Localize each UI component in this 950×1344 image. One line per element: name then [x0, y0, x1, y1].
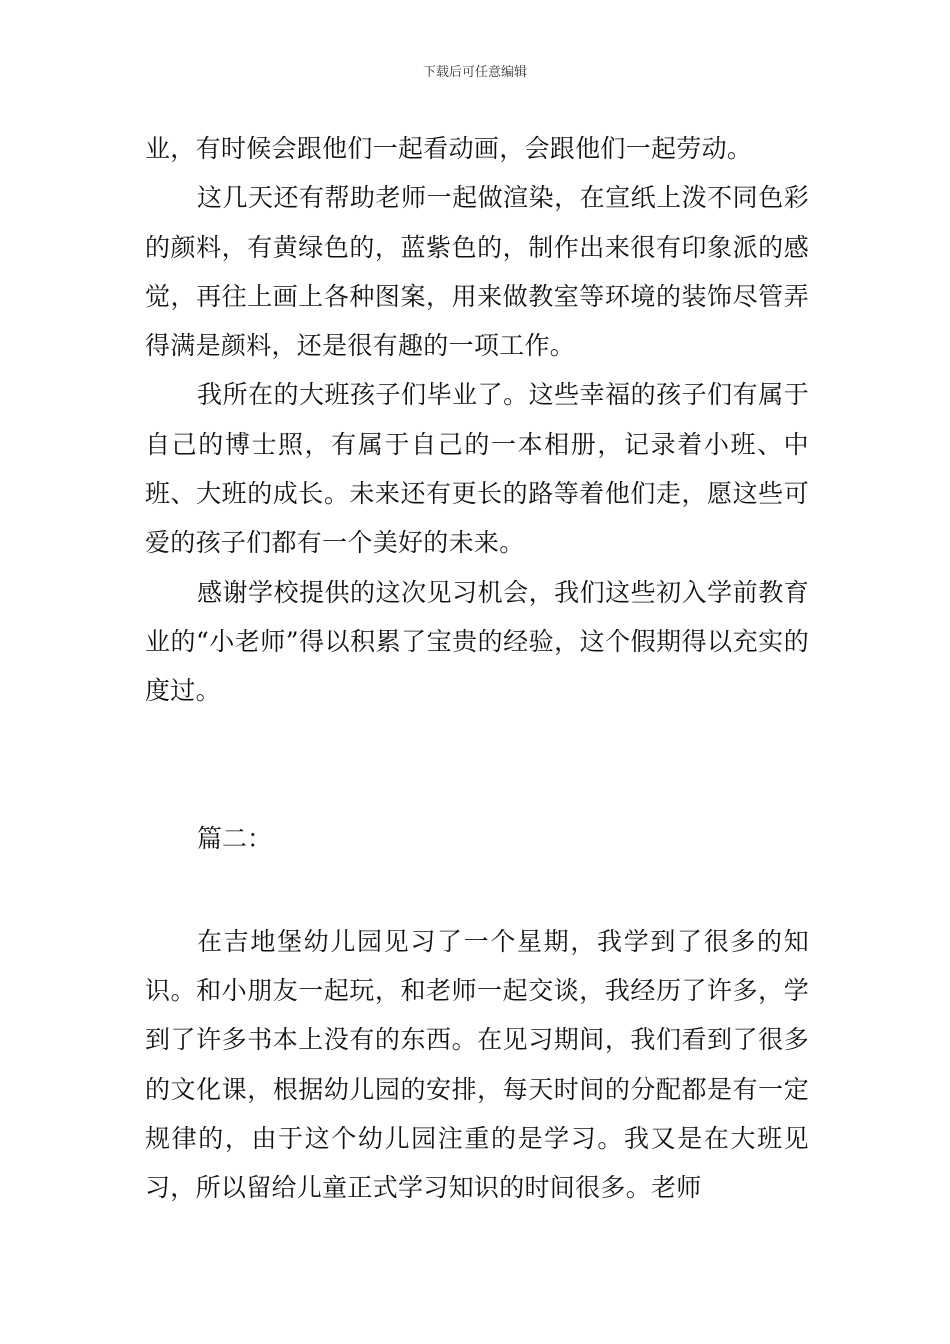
- paragraph-internship: 在吉地堡幼儿园见习了一个星期，我学到了很多的知识。和小朋友一起玩，和老师一起交谈，我经历了许多，学到了许多书本上没有的东西。在见习期间，我们看到了很多的文化课，根据幼儿园的安排，每天时间的分配都是有一定规律的，由于这个幼儿园注重的是学习。我又是在大班见习，所以留给儿童正式学习知识的时间很多。老师: [145, 926, 809, 1203]
- document-body: [145, 124, 809, 1213]
- section-heading: 篇二：: [197, 823, 273, 853]
- paragraph-thanks: 感谢学校提供的这次见习机会，我们这些初入学前教育业的“小老师”得以积累了宝贵的经验，这个假期得以充实的度过。: [145, 577, 809, 706]
- page-header: 下载后可任意编辑: [422, 65, 527, 80]
- paragraph-dyeing: 这几天还有帮助老师一起做渲染，在宣纸上泼不同色彩的颜料，有黄绿色的，蓝紫色的，制作出来很有印象派的感觉，再往上画上各种图案，用来做教室等环境的装饰尽管弄得满是颜料，还是很有趣的一项工作。: [145, 183, 809, 361]
- paragraph-graduation: 我所在的大班孩子们毕业了。这些幸福的孩子们有属于自己的博士照，有属于自己的一本相册，记录着小班、中班、大班的成长。未来还有更长的路等着他们走，愿这些可爱的孩子们都有一个美好的未来。: [145, 380, 809, 558]
- paragraph-continued: 业，有时候会跟他们一起看动画，会跟他们一起劳动。: [145, 134, 753, 163]
- spacer: [145, 863, 809, 917]
- spacer: [145, 716, 809, 814]
